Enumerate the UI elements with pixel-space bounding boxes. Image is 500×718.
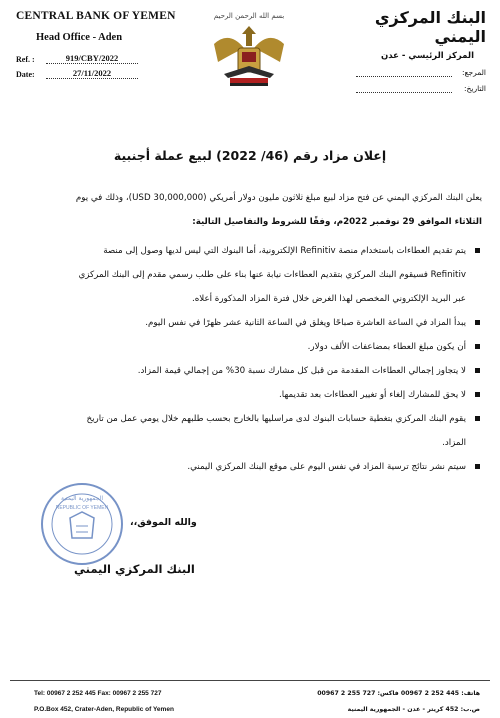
emblem-bismillah: بسم الله الرحمن الرحيم bbox=[213, 12, 285, 20]
footer-po-box-en: P.O.Box 452, Crater-Aden, Republic of Yemen bbox=[34, 706, 174, 713]
intro-paragraph bbox=[18, 186, 482, 234]
list-item bbox=[18, 383, 482, 407]
stamp-top-text: الجمهورية اليمنية bbox=[60, 495, 104, 502]
date-dots-ar bbox=[356, 83, 452, 93]
footer-arabic bbox=[317, 686, 480, 718]
official-stamp-icon bbox=[40, 482, 124, 566]
ref-label: Ref. : bbox=[16, 55, 35, 64]
list-item bbox=[18, 311, 482, 335]
ref-dots-ar bbox=[356, 67, 452, 77]
stamp-bottom-text: REPUBLIC OF YEMEN bbox=[55, 505, 109, 511]
list-item-line: Refinitiv فسيقوم البنك المركزي بتقديم العطاءات نيابة عنها بناء على طلب رسمي مقدم إلى البنك المركزي bbox=[78, 270, 466, 280]
intro-line-2: الثلاثاء الموافق 29 نوفمبر 2022م، وفقًا للشروط والتفاصيل التالية: bbox=[192, 217, 482, 227]
yemen-emblem-icon bbox=[204, 4, 294, 94]
conditions-list bbox=[18, 239, 482, 479]
footer-tel-fax-ar: هاتف: 445 252 2 00967 فاكس: 727 255 2 00967 bbox=[317, 690, 480, 697]
date-row bbox=[16, 68, 176, 79]
list-item-line: عبر البريد الإلكتروني المخصص لهذا الغرض خلال فترة المزاد المذكورة أعلاه. bbox=[191, 294, 466, 304]
ref-row-ar bbox=[326, 67, 486, 77]
list-item-line: يبدأ المزاد في الساعة العاشرة صباحًا ويغلق في الساعة الثانية عشر ظهرًا في نفس اليوم. bbox=[145, 318, 466, 328]
list-item-line: يتم تقديم العطاءات باستخدام منصة Refinitiv الإلكترونية، أما البنوك التي ليس لديها وصول إلى منصة bbox=[103, 246, 466, 256]
intro-line-1: يعلن البنك المركزي اليمني عن فتح مزاد لبيع مبلغ ثلاثون مليون دولار أمريكي (30,000,000 USD)، وذلك في يوم bbox=[75, 193, 482, 203]
signer-name: البنك المركزي اليمني bbox=[74, 562, 195, 576]
header-arabic bbox=[326, 8, 486, 93]
footer-tel-fax-en: Tel: 00967 2 252 445 Fax: 00967 2 255 727 bbox=[34, 690, 162, 697]
ref-value: 919/CBY/2022 bbox=[46, 53, 138, 64]
header-english bbox=[16, 10, 176, 79]
bank-name-en: CENTRAL BANK OF YEMEN bbox=[16, 10, 176, 22]
list-item bbox=[18, 335, 482, 359]
list-item bbox=[18, 407, 482, 455]
list-item bbox=[18, 359, 482, 383]
closing-text: والله الموفق،، bbox=[130, 517, 197, 528]
date-row-ar bbox=[326, 83, 486, 93]
list-item-line: لا يحق للمشارك إلغاء أو تغيير العطاءات بعد تقديمها. bbox=[279, 390, 466, 400]
office-en: Head Office - Aden bbox=[36, 32, 123, 43]
footer-divider bbox=[10, 680, 490, 681]
page-title: إعلان مزاد رقم (46/ 2022) لبيع عملة أجنبية bbox=[113, 148, 387, 163]
list-item-line: يقوم البنك المركزي بتغطية حسابات البنوك لدى مراسليها بالخارج بحسب طلبهم خلال يومي عمل من تاريخ bbox=[86, 414, 466, 424]
list-item-line: أن يكون مبلغ العطاء بمضاعفات الألف دولار. bbox=[307, 342, 466, 352]
list-item-line: لا يتجاوز إجمالي العطاءات المقدمة من قبل كل مشارك نسبة 30% من إجمالي قيمة المزاد. bbox=[137, 366, 466, 376]
list-item bbox=[18, 455, 482, 479]
date-label: Date: bbox=[16, 70, 35, 79]
date-label-ar: التاريخ: bbox=[464, 84, 486, 93]
list-item-line: المزاد. bbox=[442, 438, 466, 448]
footer-po-box-ar: ص.ب: 452 كريتر - عدن - الجمهورية اليمنية bbox=[347, 706, 480, 713]
footer-english bbox=[34, 686, 174, 718]
ref-label-ar: المرجع: bbox=[462, 68, 486, 77]
list-item bbox=[18, 239, 482, 311]
date-value: 27/11/2022 bbox=[46, 68, 138, 79]
ref-row bbox=[16, 53, 176, 64]
bank-name-ar: البنك المركزي اليمني bbox=[374, 8, 486, 46]
list-item-line: سيتم نشر نتائج ترسية المزاد في نفس اليوم على موقع البنك المركزي اليمني. bbox=[187, 462, 466, 472]
office-ar: المركز الرئيسي - عدن bbox=[380, 51, 474, 61]
